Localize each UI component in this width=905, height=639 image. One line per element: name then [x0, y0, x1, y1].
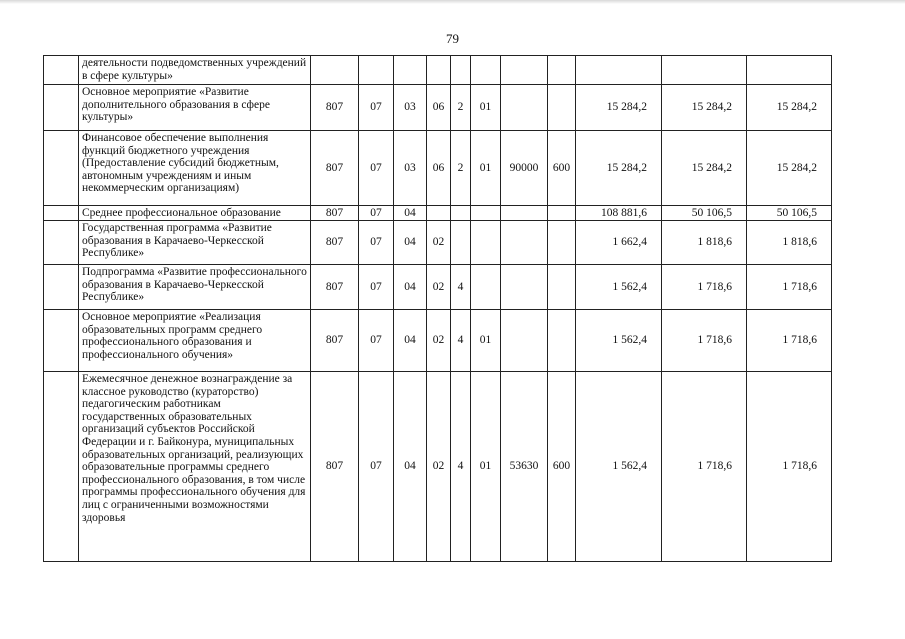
program-code-cell: 02 [427, 372, 451, 562]
amount-year-3-cell: 15 284,2 [747, 131, 832, 206]
expense-type-code-cell [548, 206, 576, 221]
subprogram-code-cell: 4 [451, 310, 471, 372]
direction-code-cell: 53630 [501, 372, 548, 562]
section-code-cell: 07 [359, 265, 394, 310]
expense-type-code-cell [548, 85, 576, 131]
row-index-cell [44, 310, 79, 372]
ministry-code-cell: 807 [311, 372, 359, 562]
amount-year-1-cell: 1 562,4 [576, 372, 662, 562]
table-row [44, 221, 832, 265]
direction-code-cell [501, 206, 548, 221]
table-row [44, 265, 832, 310]
event-code-cell: 01 [471, 310, 501, 372]
budget-table [43, 55, 832, 562]
ministry-code-cell: 807 [311, 310, 359, 372]
name-cell: Основное мероприятие «Развитие дополнительного образования в сфере культуры» [79, 85, 311, 131]
subsection-code-cell: 04 [394, 372, 427, 562]
subsection-code-cell [394, 56, 427, 85]
direction-code-cell [501, 310, 548, 372]
row-index-cell [44, 85, 79, 131]
page-number: 79 [446, 31, 459, 46]
table-row [44, 372, 832, 562]
table-row [44, 131, 832, 206]
amount-year-2-cell: 1 718,6 [662, 265, 747, 310]
direction-code-cell: 90000 [501, 131, 548, 206]
event-code-cell: 01 [471, 372, 501, 562]
table-row [44, 85, 832, 131]
expense-type-code-cell [548, 310, 576, 372]
ministry-code-cell [311, 56, 359, 85]
ministry-code-cell: 807 [311, 131, 359, 206]
section-code-cell: 07 [359, 372, 394, 562]
direction-code-cell [501, 221, 548, 265]
subprogram-code-cell: 4 [451, 265, 471, 310]
subsection-code-cell: 03 [394, 131, 427, 206]
section-code-cell: 07 [359, 131, 394, 206]
name-cell: Основное мероприятие «Реализация образовательных программ среднего профессионального образования и профессионального обучения» [79, 310, 311, 372]
section-code-cell [359, 56, 394, 85]
direction-code-cell [501, 56, 548, 85]
amount-year-3-cell: 1 818,6 [747, 221, 832, 265]
ministry-code-cell: 807 [311, 265, 359, 310]
amount-year-1-cell: 108 881,6 [576, 206, 662, 221]
row-index-cell [44, 56, 79, 85]
subprogram-code-cell: 2 [451, 85, 471, 131]
amount-year-3-cell: 1 718,6 [747, 310, 832, 372]
program-code-cell: 06 [427, 131, 451, 206]
amount-year-1-cell: 1 662,4 [576, 221, 662, 265]
amount-year-3-cell: 50 106,5 [747, 206, 832, 221]
table-row [44, 310, 832, 372]
program-code-cell: 02 [427, 221, 451, 265]
program-code-cell [427, 56, 451, 85]
direction-code-cell [501, 85, 548, 131]
amount-year-3-cell [747, 56, 832, 85]
amount-year-1-cell: 15 284,2 [576, 131, 662, 206]
amount-year-2-cell: 15 284,2 [662, 85, 747, 131]
subsection-code-cell: 04 [394, 310, 427, 372]
name-cell: Финансовое обеспечение выполнения функций бюджетного учреждения (Предоставление субсидий бюджетным, автономным учреждениям и иным некоммерческим организациям) [79, 131, 311, 206]
program-code-cell: 02 [427, 265, 451, 310]
row-index-cell [44, 131, 79, 206]
subprogram-code-cell: 4 [451, 372, 471, 562]
subsection-code-cell: 03 [394, 85, 427, 131]
subprogram-code-cell: 2 [451, 131, 471, 206]
event-code-cell [471, 206, 501, 221]
name-cell: Подпрограмма «Развитие профессионального образования в Карачаево-Черкесской Республике» [79, 265, 311, 310]
amount-year-2-cell: 1 718,6 [662, 310, 747, 372]
name-cell: Среднее профессиональное образование [79, 206, 311, 221]
subprogram-code-cell [451, 56, 471, 85]
row-index-cell [44, 265, 79, 310]
expense-type-code-cell: 600 [548, 131, 576, 206]
amount-year-2-cell: 50 106,5 [662, 206, 747, 221]
amount-year-3-cell: 15 284,2 [747, 85, 832, 131]
subsection-code-cell: 04 [394, 265, 427, 310]
table-row [44, 206, 832, 221]
amount-year-1-cell: 1 562,4 [576, 265, 662, 310]
amount-year-2-cell: 15 284,2 [662, 131, 747, 206]
ministry-code-cell: 807 [311, 85, 359, 131]
amount-year-1-cell: 15 284,2 [576, 85, 662, 131]
event-code-cell: 01 [471, 85, 501, 131]
scan-edge [0, 0, 905, 4]
program-code-cell: 02 [427, 310, 451, 372]
name-cell: деятельности подведомственных учреждений в сфере культуры» [79, 56, 311, 85]
amount-year-2-cell [662, 56, 747, 85]
row-index-cell [44, 221, 79, 265]
subprogram-code-cell [451, 206, 471, 221]
row-index-cell [44, 206, 79, 221]
expense-type-code-cell [548, 265, 576, 310]
amount-year-1-cell [576, 56, 662, 85]
section-code-cell: 07 [359, 85, 394, 131]
ministry-code-cell: 807 [311, 206, 359, 221]
budget-table-body [44, 56, 832, 562]
name-cell: Ежемесячное денежное вознаграждение за классное руководство (кураторство) педагогическим работникам государственных образовательных организаций субъектов Российской Федерации и г. Байконура, муниципальных образовательных организаций, реализующих образовательные программы среднего профессионального образования, в том числе программы профессионального обучения для лиц с ограниченными возможностями здоровья [79, 372, 311, 562]
direction-code-cell [501, 265, 548, 310]
section-code-cell: 07 [359, 206, 394, 221]
subsection-code-cell: 04 [394, 206, 427, 221]
section-code-cell: 07 [359, 310, 394, 372]
program-code-cell: 06 [427, 85, 451, 131]
name-cell: Государственная программа «Развитие образования в Карачаево-Черкесской Республике» [79, 221, 311, 265]
event-code-cell [471, 221, 501, 265]
subprogram-code-cell [451, 221, 471, 265]
event-code-cell: 01 [471, 131, 501, 206]
section-code-cell: 07 [359, 221, 394, 265]
expense-type-code-cell [548, 56, 576, 85]
event-code-cell [471, 265, 501, 310]
expense-type-code-cell [548, 221, 576, 265]
event-code-cell [471, 56, 501, 85]
program-code-cell [427, 206, 451, 221]
amount-year-3-cell: 1 718,6 [747, 372, 832, 562]
amount-year-2-cell: 1 718,6 [662, 372, 747, 562]
ministry-code-cell: 807 [311, 221, 359, 265]
amount-year-1-cell: 1 562,4 [576, 310, 662, 372]
amount-year-2-cell: 1 818,6 [662, 221, 747, 265]
table-row [44, 56, 832, 85]
amount-year-3-cell: 1 718,6 [747, 265, 832, 310]
subsection-code-cell: 04 [394, 221, 427, 265]
expense-type-code-cell: 600 [548, 372, 576, 562]
row-index-cell [44, 372, 79, 562]
